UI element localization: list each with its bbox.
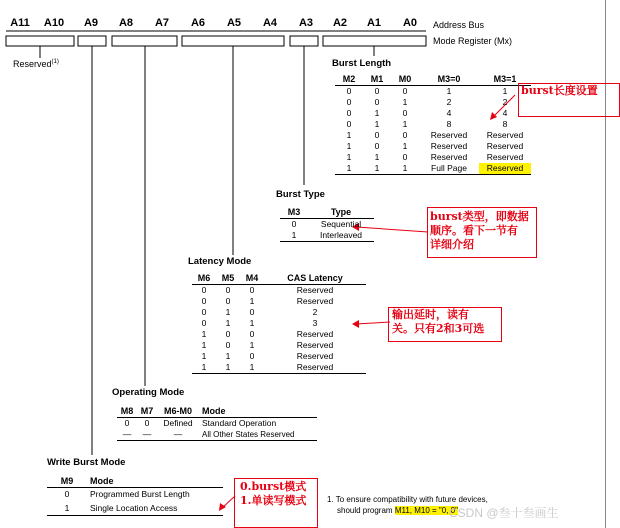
cell: 1 [201,340,207,350]
cell: 0 [64,489,70,500]
cell: 0 [402,86,408,96]
cell: Reserved [296,296,334,306]
cell: 0 [346,119,352,129]
cell: 0 [374,97,380,107]
cell: Single Location Access [87,502,223,516]
cell: 1 [240,362,264,374]
cell: Reserved [296,340,334,350]
cell: 0 [144,418,150,428]
cell: 1 [402,119,408,129]
latency-note-line1: 输出延时，读有 [392,308,469,321]
cell: 1 [201,351,207,361]
table-row [117,429,317,441]
cell: 1 [363,163,391,175]
footnote-highlight: M11, M10 = "0, 0" [394,506,458,515]
burst-length-note: burst长度设置 [521,84,598,97]
cell: 1 [280,230,308,242]
table-row [47,488,223,502]
cell: 8 [446,119,452,129]
cell: 0 [346,86,352,96]
cell: 0 [249,285,255,295]
write-burst-note [240,480,306,508]
cell: 0 [201,285,207,295]
table-row [192,285,366,297]
cell: 1 [47,502,87,516]
table-row [335,119,531,130]
cell: 0 [225,329,231,339]
cell: 3 [312,318,318,328]
pin-a7: A7 [154,17,170,29]
cell: 0 [249,307,255,317]
table-row [192,340,366,351]
highlighted-cell: Reserved [479,163,531,175]
cell: Full Page [419,163,479,175]
cell: 1 [346,130,352,140]
cell: 1 [216,362,240,374]
write-burst-mode-title: Write Burst Mode [47,457,126,468]
cell: 2 [502,97,508,107]
cell: 1 [374,119,380,129]
table-row [280,230,374,242]
th-m3-0: M3=0 [419,74,479,86]
cell: 2 [312,307,318,317]
th-mode: Mode [199,406,317,418]
footnote-line2-prefix: should program [337,506,393,515]
pin-a9: A9 [83,17,99,29]
footnote-line1: 1. To ensure compatibility with future devices, [327,495,488,504]
th-m6-m0: M6-M0 [157,406,199,418]
cell: Reserved [430,130,468,140]
burst-type-note-line2: 顺序。看下一节有 [430,224,518,237]
cell: Reserved [486,130,524,140]
cell: Reserved [486,152,524,162]
th-m3: M3 [280,207,308,219]
pin-a10: A10 [43,17,65,29]
th-m6: M6 [192,273,216,285]
cell: 0 [402,130,408,140]
burst-type-note-line3: 详细介绍 [430,238,474,251]
cell: 1 [402,97,408,107]
cell: 1 [335,163,363,175]
cell: 1 [346,141,352,151]
cell: 0 [249,329,255,339]
table-row [335,163,531,175]
cell: 0 [402,108,408,118]
cell: 0 [374,130,380,140]
cell: 0 [201,296,207,306]
cell: — [157,429,199,441]
pin-a3: A3 [298,17,314,29]
cell: 1 [446,86,452,96]
cell: 4 [502,108,508,118]
cell: Sequential [320,219,362,229]
cell: Reserved [296,351,334,361]
operating-mode-table [117,406,317,441]
latency-mode-table [192,273,366,374]
cell: 0 [225,296,231,306]
table-row [280,219,374,231]
th-type: Type [308,207,374,219]
th-m3-1: M3=1 [479,74,531,86]
latency-note [392,308,484,336]
table-row [335,86,531,98]
reserved-footnote-mark: (1) [51,59,59,65]
latency-note-line2: 关。只有2和3可选 [392,322,485,335]
cell: 1 [225,351,231,361]
cell: 0 [124,418,130,428]
pin-a4: A4 [262,17,278,29]
burst-type-table [280,207,374,242]
pin-a2: A2 [332,17,348,29]
table-row [335,141,531,152]
cell: 1 [201,329,207,339]
mode-register-label: Mode Register (Mx) [433,36,513,46]
cell: 2 [446,97,452,107]
cell: All Other States Reserved [199,429,317,441]
cell: Defined [163,418,193,428]
table-row [335,152,531,163]
operating-mode-title: Operating Mode [112,387,185,398]
cell: Reserved [430,141,468,151]
cell: 1 [225,307,231,317]
table-row [47,502,223,516]
latency-mode-title: Latency Mode [188,256,252,267]
cell: Reserved [264,362,366,374]
cell: 1 [374,152,380,162]
cell: 0 [225,285,231,295]
burst-type-note [430,210,529,252]
cell: Reserved [430,152,468,162]
watermark: CSDN @叁十叁画生 [449,506,559,520]
table-row [335,97,531,108]
write-burst-note-line2: 1.单读写模式 [240,494,307,507]
pin-a11: A11 [10,17,30,29]
table-row [335,108,531,119]
pin-a1: A1 [366,17,382,29]
th-m8: M8 [117,406,137,418]
cell: 1 [225,318,231,328]
th-m2: M2 [335,74,363,86]
pin-a8: A8 [118,17,134,29]
pin-a5: A5 [226,17,242,29]
write-burst-mode-table [47,476,223,516]
table-row [192,351,366,362]
cell: 1 [502,86,508,96]
cell: Reserved [486,141,524,151]
cell: 0 [225,340,231,350]
th-m1: M1 [363,74,391,86]
burst-type-note-line1: burst类型，即数据 [430,210,529,223]
cell: 1 [249,340,255,350]
cell: Standard Operation [202,418,277,428]
cell: 0 [249,351,255,361]
pin-a6: A6 [190,17,206,29]
reserved-label [13,59,59,69]
th-m7: M7 [137,406,157,418]
burst-length-table [335,74,531,175]
cell: 4 [446,108,452,118]
reserved-text: Reserved [13,59,52,69]
cell: 1 [346,152,352,162]
cell: 0 [201,318,207,328]
table-row [192,329,366,340]
table-row [335,130,531,141]
cell: 0 [201,307,207,317]
cell: Reserved [296,329,334,339]
cell: 1 [249,318,255,328]
cell: 1 [402,141,408,151]
th-m0: M0 [391,74,419,86]
cell: 1 [374,108,380,118]
cell: 0 [374,86,380,96]
cell: — [137,429,157,441]
cell: Programmed Burst Length [90,489,190,500]
cell: 1 [391,163,419,175]
table-row [192,296,366,307]
pin-a0: A0 [402,17,418,29]
write-burst-note-line1: 0.burst模式 [240,480,307,493]
th-mode: Mode [87,476,223,488]
cell: 0 [402,152,408,162]
burst-length-title: Burst Length [332,58,392,69]
burst-type-title: Burst Type [276,189,325,200]
th-cas-latency: CAS Latency [264,273,366,285]
cell: 0 [291,219,297,229]
cell: 0 [346,97,352,107]
cell: 1 [192,362,216,374]
cell: 1 [249,296,255,306]
cell: 0 [346,108,352,118]
th-m4: M4 [240,273,264,285]
th-m5: M5 [216,273,240,285]
cell: 0 [374,141,380,151]
th-m9: M9 [47,476,87,488]
cell: — [117,429,137,441]
table-row [117,418,317,430]
cell: 8 [502,119,508,129]
cell: Interleaved [308,230,374,242]
table-row [192,307,366,318]
address-bus-label: Address Bus [433,20,485,30]
table-row [192,318,366,329]
cell: Reserved [296,285,334,295]
table-row [192,362,366,374]
